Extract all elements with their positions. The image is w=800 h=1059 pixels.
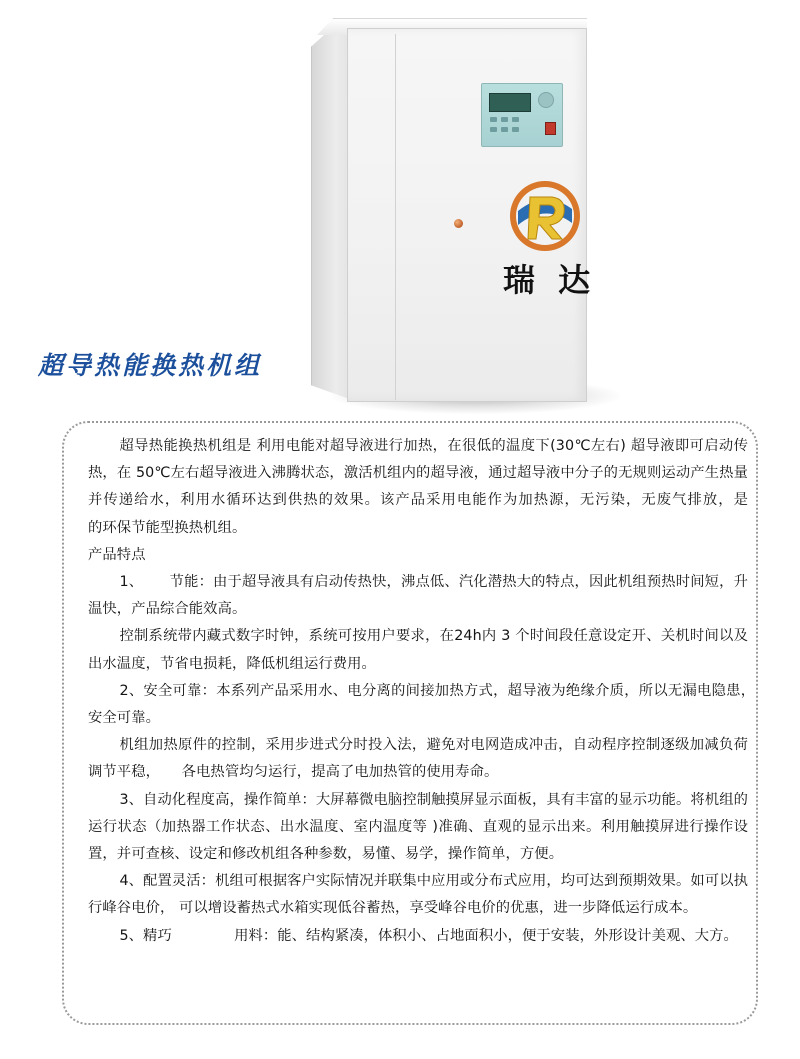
intro-paragraph: 超导热能换热机组是 利用电能对超导液进行加热，在很低的温度下(30℃左右) 超导液即可启动传热，在 50℃左右超导液进入沸腾状态，激活机组内的超导液，通过超导液中分子的无规则运动产生热量并传递给水，利用水循环达到供热的效果。该产品采用电能作为加热源，无污染，无废气排放，是 的环保节能型换热机组。 (88, 438, 777, 536)
door-seam (395, 34, 396, 400)
panel-button (501, 117, 508, 122)
feature-paragraph: 2、安全可靠：本系列产品采用水、电分离的间接加热方式，超导液为绝缘介质，所以无漏电隐患， 安全可靠。 (88, 682, 768, 727)
features-heading: 产品特点 (88, 546, 146, 563)
power-switch (545, 122, 556, 135)
feature-paragraph: 1、 节能：由于超导液具有启动传热快，沸点低、汽化潜热大的特点，因此机组预热时间短，升温快，产品综合能效高。 (88, 574, 748, 618)
feature-paragraph: 机组加热原件的控制，采用步进式分时投入法，避免对电网造成冲击，自动程序控制逐级加减负荷调节平稳， 各电热管均匀运行，提高了电加热管的使用寿命。 (88, 737, 748, 781)
cabinet-side-panel (311, 32, 352, 400)
feature-paragraph: 4、配置灵活：机组可根据客户实际情况并联集中应用或分布式应用，均可达到预期效果。如可以执行峰谷电价， 可以增设蓄热式水箱实现低谷蓄热，享受峰谷电价的优惠，进一步降低运行成本。 (88, 873, 748, 917)
feature-paragraph: 5、精巧 用料：能、结构紧凑，体积小、占地面积小，便于安装，外形设计美观、大方。 (119, 927, 738, 944)
lcd-display (489, 93, 531, 112)
panel-button (501, 127, 508, 132)
feature-paragraph: 3、自动化程度高，操作简单：大屏幕微电脑控制触摸屏显示面板，具有丰富的显示功能。将机组的运行状态（加热器工作状态、出水温度、室内温度等 )准确、直观的显示出来。利用触摸屏进行操作设置，并可查核、设定和修改机组各种参数，易懂、易学，操作简单，方便。 (88, 791, 748, 863)
panel-knob (538, 92, 554, 108)
panel-button (512, 117, 519, 122)
panel-button (512, 127, 519, 132)
product-cabinet-image (311, 18, 597, 398)
feature-paragraph: 控制系统带内藏式数字时钟，系统可按用户要求，在24h内 3 个时间段任意设定开、关机时间以及出水温度，节省电损耗，降低机组运行费用。 (88, 628, 748, 672)
logo-text: 瑞 达 (503, 261, 597, 299)
panel-button (490, 117, 497, 122)
cabinet-front-door (347, 28, 597, 402)
description-text (88, 433, 777, 950)
control-panel (481, 83, 563, 147)
ruida-logo-icon (508, 179, 582, 253)
panel-button (490, 127, 497, 132)
indicator-lamp (454, 219, 463, 228)
product-heading: 超导热能换热机组 (38, 351, 263, 380)
